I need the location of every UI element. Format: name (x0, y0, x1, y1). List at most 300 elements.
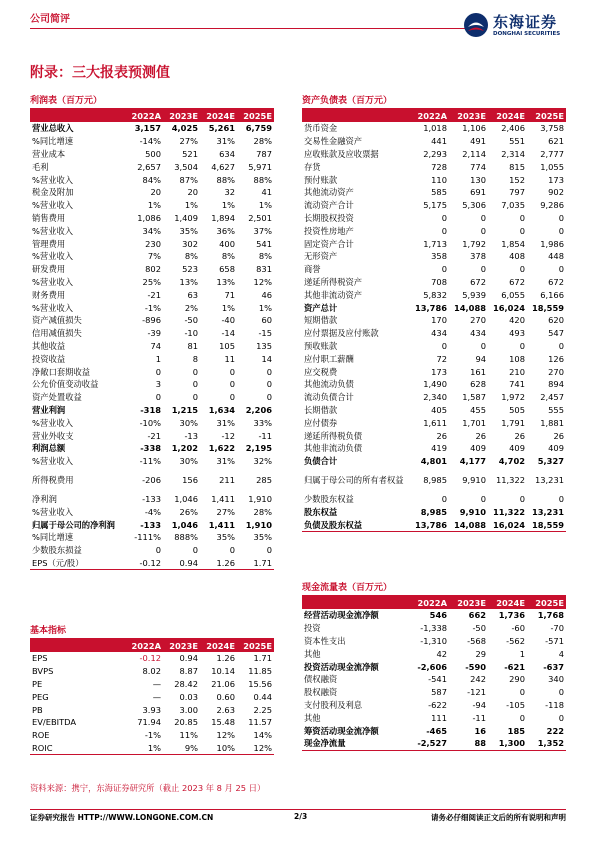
table-row (30, 135, 274, 148)
value-cell: 3.93 (142, 704, 161, 715)
row-label: ROE (32, 730, 50, 741)
value-cell: 270 (548, 366, 564, 377)
footer-website: 证券研究报告 HTTP://WWW.LONGONE.COM.CN (30, 813, 214, 822)
table-header-row (302, 109, 566, 122)
value-cell: 1,792 (462, 238, 486, 249)
table-row (302, 173, 566, 186)
value-cell: 2.25 (253, 704, 272, 715)
value-cell: 0 (155, 366, 161, 377)
value-cell: 74 (150, 340, 161, 351)
value-cell: 455 (470, 404, 486, 415)
value-cell: -896 (142, 315, 161, 326)
table-row (302, 468, 566, 493)
row-label: %营业收入 (32, 174, 74, 185)
table-row (302, 737, 566, 750)
value-cell: -1% (144, 730, 161, 741)
value-cell: 27% (179, 136, 198, 147)
value-cell: 9,910 (459, 506, 486, 517)
value-cell: -121 (467, 687, 486, 698)
row-label: 其他收益 (32, 340, 66, 351)
table-row (302, 263, 566, 276)
table-row (302, 416, 566, 429)
table-row (302, 518, 566, 531)
value-cell: 2,501 (248, 212, 272, 223)
value-cell: 88% (216, 174, 235, 185)
table-row (30, 505, 274, 518)
table-row (30, 327, 274, 340)
value-cell: 621 (548, 136, 564, 147)
value-cell: 34% (142, 225, 161, 236)
row-label: 营业外收支 (32, 430, 74, 441)
value-cell: 1,411 (211, 493, 235, 504)
row-label: 递延所得税负债 (304, 430, 363, 441)
value-cell: 10% (216, 742, 235, 753)
value-cell: 672 (509, 276, 525, 287)
value-cell: 434 (431, 328, 447, 339)
value-cell: 0 (519, 264, 525, 275)
value-cell: 5,939 (462, 289, 486, 300)
value-cell: 4 (558, 648, 564, 659)
value-cell: 658 (219, 264, 235, 275)
year-header: 2023E (163, 109, 200, 122)
table-row (30, 340, 274, 353)
value-cell: 662 (468, 610, 486, 621)
value-cell: 0 (266, 545, 272, 556)
value-cell: 500 (145, 148, 161, 159)
row-label: 资产减值损失 (32, 315, 82, 326)
table-row (302, 276, 566, 289)
value-cell: 46 (261, 289, 272, 300)
year-header: 2022A (126, 639, 163, 652)
value-cell: 21.06 (211, 678, 235, 689)
value-cell: 5,971 (248, 161, 272, 172)
value-cell: -1% (144, 302, 161, 313)
value-cell: 1.71 (253, 653, 272, 664)
row-label: 存货 (304, 161, 321, 172)
row-label: 归属于母公司的净利润 (32, 519, 115, 530)
value-cell: 302 (182, 238, 198, 249)
value-cell: -39 (147, 328, 161, 339)
value-cell: 1 (155, 353, 161, 364)
value-cell: 0 (441, 264, 447, 275)
value-cell: 340 (548, 674, 564, 685)
value-cell: 1% (147, 742, 161, 753)
value-cell: 26% (179, 506, 198, 517)
value-cell: 152 (509, 174, 525, 185)
value-cell: 0 (480, 212, 486, 223)
value-cell: 1,791 (501, 417, 525, 428)
value-cell: 1% (221, 302, 235, 313)
value-cell: 1.26 (216, 653, 235, 664)
value-cell: 270 (470, 315, 486, 326)
value-cell: -14% (139, 136, 161, 147)
row-label: 固定资产合计 (304, 238, 354, 249)
year-header: 2023E (449, 109, 488, 122)
value-cell: 105 (219, 340, 235, 351)
value-cell: 1,046 (171, 519, 198, 530)
value-cell: 1,086 (137, 212, 161, 223)
value-cell: 14 (261, 353, 272, 364)
value-cell: 12% (216, 730, 235, 741)
year-header: 2022A (410, 109, 449, 122)
value-cell: 802 (145, 264, 161, 275)
value-cell: 9,910 (462, 475, 486, 486)
cashflow-title: 现金流量表（百万元） (302, 582, 566, 596)
value-cell: 88 (474, 738, 486, 749)
value-cell: 1,634 (208, 404, 235, 415)
value-cell: 26 (436, 430, 447, 441)
row-label: 少数股东损益 (32, 545, 82, 556)
value-cell: -50 (472, 623, 486, 634)
value-cell: 2,314 (501, 148, 525, 159)
row-label: 研发费用 (32, 264, 66, 275)
value-cell: 547 (548, 328, 564, 339)
logo-icon (463, 12, 489, 38)
table-row (302, 711, 566, 724)
value-cell: 1,713 (423, 238, 447, 249)
page-number: 2/3 (294, 812, 308, 821)
value-cell: 130 (470, 174, 486, 185)
value-cell: 1,215 (171, 404, 198, 415)
value-cell: 358 (431, 251, 447, 262)
year-header: 2025E (237, 109, 274, 122)
value-cell: 0 (229, 545, 235, 556)
value-cell: 1,411 (208, 519, 235, 530)
value-cell: -105 (506, 699, 525, 710)
value-cell: 0 (480, 493, 486, 504)
value-cell: 11 (224, 353, 235, 364)
value-cell: 0 (558, 340, 564, 351)
value-cell: 108 (509, 353, 525, 364)
value-cell: 173 (431, 366, 447, 377)
value-cell: 36% (216, 225, 235, 236)
value-cell: 33% (253, 417, 272, 428)
row-label: PEG (32, 691, 49, 702)
table-row (30, 678, 274, 691)
value-cell: 1,202 (171, 443, 198, 454)
row-label: 其他流动负债 (304, 379, 354, 390)
row-label: 管理费用 (32, 238, 66, 249)
footer-divider (30, 809, 566, 810)
table-row (302, 186, 566, 199)
value-cell: -318 (140, 404, 161, 415)
row-label: 筹资活动现金流净额 (304, 725, 379, 736)
value-cell: 2,457 (540, 392, 564, 403)
value-cell: 585 (431, 187, 447, 198)
table-row (30, 493, 274, 506)
value-cell: -637 (543, 661, 564, 672)
table-row (30, 237, 274, 250)
value-cell: 448 (548, 251, 564, 262)
value-cell: 0 (519, 493, 525, 504)
row-label: EPS（元/股） (32, 557, 84, 568)
row-label: 预付账款 (304, 174, 338, 185)
value-cell: 741 (509, 379, 525, 390)
value-cell: 8,985 (423, 475, 447, 486)
value-cell: 14,088 (453, 519, 486, 530)
value-cell: 672 (548, 276, 564, 287)
value-cell: -118 (545, 699, 564, 710)
value-cell: 0.94 (179, 557, 198, 568)
row-label: 应交税费 (304, 366, 338, 377)
value-cell: -13 (184, 430, 198, 441)
income-table (30, 109, 274, 570)
value-cell: -11 (472, 712, 486, 723)
value-cell: 18,559 (531, 519, 564, 530)
value-cell: 32% (253, 456, 272, 467)
value-cell: 110 (431, 174, 447, 185)
value-cell: 20 (150, 187, 161, 198)
value-cell: -14 (221, 328, 235, 339)
value-cell: 1% (258, 200, 272, 211)
value-cell: 0 (266, 366, 272, 377)
table-header-row (30, 639, 274, 652)
balance-sheet (302, 95, 566, 532)
value-cell: 16,024 (492, 519, 525, 530)
value-cell: 28.42 (174, 678, 198, 689)
row-label: 净敞口套期收益 (32, 366, 91, 377)
table-row (302, 199, 566, 212)
row-label: 现金净流量 (304, 738, 346, 749)
value-cell: 11.85 (248, 666, 272, 677)
value-cell: 285 (256, 475, 272, 486)
value-cell: -111% (134, 532, 161, 543)
row-label: 投资 (304, 623, 321, 634)
value-cell: 3,758 (540, 123, 564, 134)
table-row (30, 442, 274, 455)
value-cell: 2,114 (462, 148, 486, 159)
header-label-cell (30, 639, 126, 652)
table-row (302, 160, 566, 173)
value-cell: 894 (548, 379, 564, 390)
value-cell: -133 (140, 519, 161, 530)
value-cell: 161 (470, 366, 486, 377)
value-cell: 1.26 (216, 557, 235, 568)
value-cell: -206 (142, 475, 161, 486)
table-row (302, 314, 566, 327)
table-row (30, 160, 274, 173)
table-row (302, 622, 566, 635)
value-cell: 1,490 (423, 379, 447, 390)
row-label: 归属于母公司的所有者权益 (304, 474, 404, 485)
value-cell: 1,587 (462, 392, 486, 403)
value-cell: 0 (519, 687, 525, 698)
value-cell: 2,206 (245, 404, 272, 415)
table-row (30, 276, 274, 289)
value-cell: 691 (470, 187, 486, 198)
value-cell: 3,504 (174, 161, 198, 172)
value-cell: 0 (192, 379, 198, 390)
value-cell: 902 (548, 187, 564, 198)
value-cell: 7,035 (501, 200, 525, 211)
value-cell: 15.48 (211, 717, 235, 728)
value-cell: 3,157 (134, 123, 161, 134)
row-label: 短期借款 (304, 315, 338, 326)
value-cell: 1,611 (423, 417, 447, 428)
table-header-row (302, 596, 566, 609)
table-row (30, 531, 274, 544)
value-cell: 31% (216, 417, 235, 428)
value-cell: 13,231 (534, 475, 564, 486)
value-cell: 555 (548, 404, 564, 415)
value-cell: 0 (480, 340, 486, 351)
value-cell: 420 (509, 315, 525, 326)
row-label: 投资性房地产 (304, 225, 354, 236)
row-label: %营业收入 (32, 302, 74, 313)
value-cell: 18,559 (531, 302, 564, 313)
table-header-row (30, 109, 274, 122)
value-cell: 0 (558, 212, 564, 223)
row-label: %营业收入 (32, 276, 74, 287)
row-label: 应付职工薪酬 (304, 353, 354, 364)
value-cell: 9,286 (540, 200, 564, 211)
value-cell: 26 (475, 430, 486, 441)
value-cell: 20 (187, 187, 198, 198)
table-row (30, 416, 274, 429)
row-label: %营业收入 (32, 506, 74, 517)
value-cell: -622 (428, 699, 447, 710)
value-cell: 242 (470, 674, 486, 685)
table-row (302, 378, 566, 391)
value-cell: 634 (219, 148, 235, 159)
value-cell: 1% (221, 200, 235, 211)
table-row (302, 327, 566, 340)
value-cell: 13% (216, 276, 235, 287)
value-cell: 11.57 (248, 717, 272, 728)
page-title: 附录：三大报表预测值 (30, 65, 170, 81)
row-label: 投资活动现金流净额 (304, 661, 379, 672)
row-label: 应付票据及应付账款 (304, 328, 379, 339)
value-cell: 0 (229, 379, 235, 390)
value-cell: 8% (258, 251, 272, 262)
header-label-cell (302, 596, 410, 609)
value-cell: 1,352 (537, 738, 564, 749)
value-cell: — (152, 691, 161, 702)
cashflow-table (302, 596, 566, 751)
row-label: %同比增速 (32, 136, 74, 147)
row-label: 投资收益 (32, 353, 66, 364)
table-row (30, 665, 274, 678)
value-cell: 0 (519, 712, 525, 723)
value-cell: 8% (221, 251, 235, 262)
year-header: 2024E (488, 109, 527, 122)
value-cell: 0 (519, 212, 525, 223)
table-row (302, 391, 566, 404)
table-row (302, 724, 566, 737)
row-label: 营业利润 (32, 404, 66, 415)
value-cell: 111 (431, 712, 447, 723)
value-cell: 774 (470, 161, 486, 172)
row-label: 财务费用 (32, 289, 66, 300)
value-cell: 13,231 (531, 506, 564, 517)
value-cell: 11,322 (492, 506, 525, 517)
table-row (302, 660, 566, 673)
value-cell: 0 (266, 379, 272, 390)
table-row (302, 493, 566, 506)
table-row (30, 391, 274, 404)
row-label: %同比增速 (32, 532, 74, 543)
value-cell: -562 (506, 635, 525, 646)
value-cell: 1,622 (208, 443, 235, 454)
row-label: 应收账款及应收票据 (304, 148, 379, 159)
year-header: 2025E (237, 639, 274, 652)
value-cell: -10% (139, 417, 161, 428)
value-cell: 0 (441, 493, 447, 504)
table-row (30, 468, 274, 493)
value-cell: 30% (179, 456, 198, 467)
value-cell: 135 (256, 340, 272, 351)
row-label: 资产处置收益 (32, 392, 82, 403)
value-cell: 7% (147, 251, 161, 262)
value-cell: 32 (224, 187, 235, 198)
value-cell: 1,910 (245, 519, 272, 530)
value-cell: 405 (431, 404, 447, 415)
value-cell: 1% (184, 200, 198, 211)
value-cell: -21 (147, 430, 161, 441)
value-cell: 11% (179, 730, 198, 741)
value-cell: 546 (429, 610, 447, 621)
value-cell: 491 (470, 136, 486, 147)
row-label: 销售费用 (32, 212, 66, 223)
row-label: 其他 (304, 712, 321, 723)
value-cell: 222 (546, 725, 564, 736)
value-cell: 797 (509, 187, 525, 198)
value-cell: -590 (465, 661, 486, 672)
row-label: EPS (32, 653, 48, 664)
income-title: 利润表（百万元） (30, 95, 274, 109)
value-cell: -2,527 (417, 738, 447, 749)
value-cell: 0 (441, 340, 447, 351)
row-label: 交易性金融资产 (304, 136, 363, 147)
table-row (30, 352, 274, 365)
value-cell: 26 (514, 430, 525, 441)
value-cell: 1 (519, 648, 525, 659)
value-cell: 211 (219, 475, 235, 486)
row-label: 股东权益 (304, 506, 338, 517)
table-row (30, 301, 274, 314)
table-row (302, 135, 566, 148)
value-cell: 0 (155, 545, 161, 556)
year-header: 2022A (126, 109, 163, 122)
value-cell: 1,409 (174, 212, 198, 223)
value-cell: 5,306 (462, 200, 486, 211)
row-label: 无形资产 (304, 251, 338, 262)
row-label: 少数股东权益 (304, 493, 354, 504)
table-row (30, 365, 274, 378)
value-cell: 173 (548, 174, 564, 185)
value-cell: 1% (258, 302, 272, 313)
value-cell: -2,606 (417, 661, 447, 672)
value-cell: -568 (467, 635, 486, 646)
value-cell: -70 (550, 623, 564, 634)
value-cell: 4,627 (211, 161, 235, 172)
value-cell: 2% (184, 302, 198, 313)
value-cell: 620 (548, 315, 564, 326)
table-row (30, 716, 274, 729)
company-logo (463, 10, 573, 44)
value-cell: -40 (221, 315, 235, 326)
value-cell: 1,986 (540, 238, 564, 249)
value-cell: 0 (558, 225, 564, 236)
row-label: 其他 (304, 648, 321, 659)
value-cell: 0 (519, 225, 525, 236)
value-cell: 1,972 (501, 392, 525, 403)
header-divider (30, 28, 470, 29)
table-row (302, 686, 566, 699)
row-label: EV/EBITDA (32, 717, 77, 728)
table-row (302, 442, 566, 455)
value-cell: 185 (507, 725, 525, 736)
